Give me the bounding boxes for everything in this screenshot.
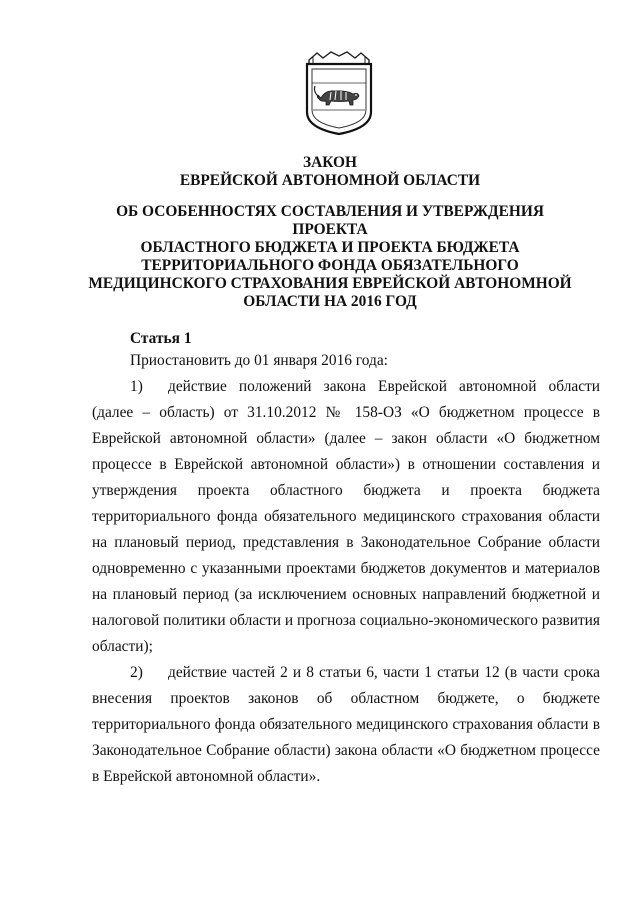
paragraph-line: Законодательное Собрание области) закона области «О бюджетном процессе (92, 742, 600, 759)
item-number: 1) (130, 378, 143, 395)
law-subject-line: МЕДИЦИНСКОГО СТРАХОВАНИЯ ЕВРЕЙСКОЙ АВТОНОМНОЙ (88, 275, 572, 292)
paragraph-line: области); (92, 638, 153, 655)
paragraph-line: внесения проектов законов об областном бюджете, о бюджете (92, 690, 600, 707)
law-region: ЕВРЕЙСКОЙ АВТОНОМНОЙ ОБЛАСТИ (179, 172, 481, 189)
paragraph-line: утверждения проекта областного бюджета и проекта бюджета (92, 482, 600, 499)
paragraph-line: одновременно с указанными проектами бюджетов документов и материалов (92, 560, 600, 577)
law-title: ЗАКОН (303, 154, 357, 171)
paragraph-line (92, 660, 600, 686)
paragraph-line: в Еврейской автономной области». (92, 768, 321, 785)
law-subject-line: ОБЛАСТНОГО БЮДЖЕТА И ПРОЕКТА БЮДЖЕТА (140, 239, 520, 256)
article-intro (92, 348, 600, 374)
paragraph-line: на плановый период (за исключением основных направлений бюджетной и (92, 586, 600, 603)
law-subject-line: ОБЛАСТИ НА 2016 ГОД (243, 293, 417, 310)
article-heading: Статья 1 (130, 330, 192, 347)
paragraph-line: на плановый период, представления в Законодательное Собрание области (92, 534, 600, 551)
item-text-first: действие частей 2 и 8 статьи 6, части 1 статьи 12 (в части срока (168, 664, 600, 681)
item-text-first: действие положений закона Еврейской автономной области (168, 378, 600, 395)
paragraph-line: процессе в Еврейской автономной области») в отношении составления и (92, 456, 600, 473)
coat-of-arms-tiger-icon (303, 50, 375, 136)
article-item-2 (92, 660, 600, 790)
law-subject (80, 203, 580, 311)
paragraph-line: территориального фонда обязательного медицинского страхования области (92, 508, 600, 525)
article-intro-text: Приостановить до 01 января 2016 года: (130, 352, 388, 369)
article-item-1 (92, 374, 600, 660)
paragraph-line: Еврейской автономной области» (далее – закон области «О бюджетном (92, 430, 600, 447)
paragraph-line: (далее – область) от 31.10.2012 № 158-ОЗ «О бюджетном процессе в (92, 404, 600, 421)
item-number: 2) (130, 664, 143, 681)
law-subject-line: ТЕРРИТОРИАЛЬНОГО ФОНДА ОБЯЗАТЕЛЬНОГО (141, 257, 519, 274)
paragraph-line: территориального фонда обязательного медицинского страхования области в (92, 716, 600, 733)
paragraph-line (92, 374, 600, 400)
law-subject-line: ОБ ОСОБЕННОСТЯХ СОСТАВЛЕНИЯ И УТВЕРЖДЕНИЯ ПРОЕКТА (116, 203, 544, 238)
paragraph-line: налоговой политики области и прогноза социально-экономического развития (92, 612, 600, 629)
